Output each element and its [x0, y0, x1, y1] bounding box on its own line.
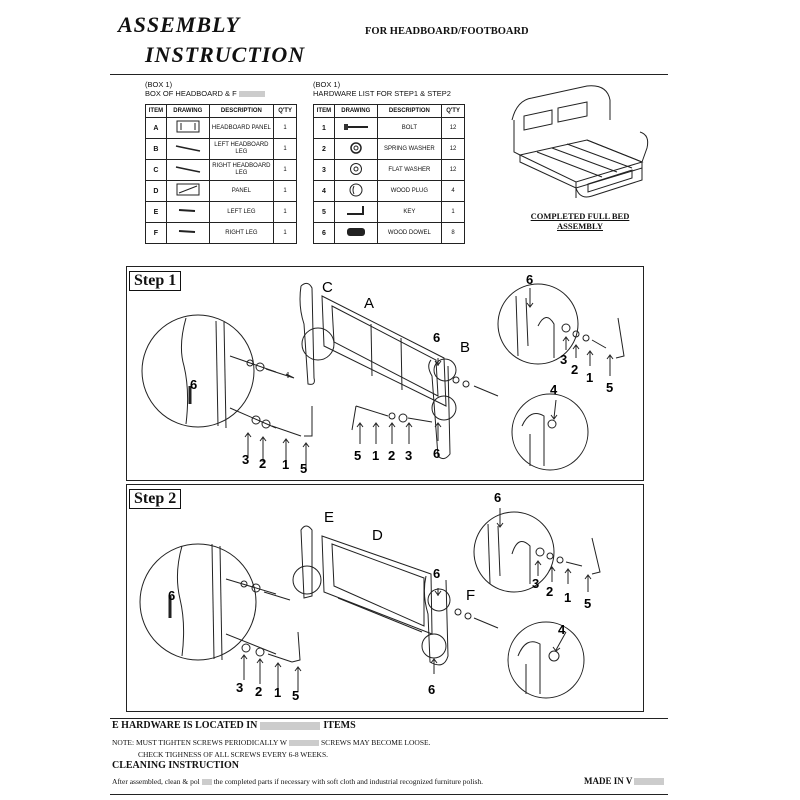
step2-callout-1-right: 1: [564, 590, 572, 605]
description-cell: WOOD PLUG: [377, 181, 442, 202]
step1-callout-5-right: 5: [606, 380, 614, 395]
step1-callout-2-center: 2: [388, 448, 396, 463]
headboard-panel-icon: [166, 118, 209, 139]
step2-callout-5-right: 5: [584, 596, 592, 611]
step2-callout-6-right: 6: [494, 490, 502, 505]
qty-cell: 1: [274, 139, 297, 160]
col-item: ITEM: [314, 105, 335, 118]
item-cell: 2: [314, 139, 335, 160]
table-row: [146, 160, 297, 181]
bottom-divider: [110, 794, 668, 795]
qty-cell: 12: [442, 118, 465, 139]
description-cell: HEADBOARD PANEL: [209, 118, 274, 139]
step2-callout-1-left: 1: [274, 685, 282, 700]
step2-callout-5-left: 5: [292, 688, 300, 703]
step2-letter-d: D: [372, 527, 383, 544]
spring-washer-icon: [334, 139, 377, 160]
footer-check-line: CHECK TIGHNESS OF ALL SCREWS EVERY 6-8 WEEKS.: [138, 750, 329, 759]
step1-callout-6-left: 6: [190, 377, 198, 392]
qty-cell: 1: [442, 202, 465, 223]
description-cell: PANEL: [209, 181, 274, 202]
step1-callout-6-top: 6: [433, 330, 441, 345]
step1-callout-4: 4: [550, 382, 558, 397]
step1-detail-left-circle: [142, 315, 254, 427]
step1-callout-2-right: 2: [571, 362, 579, 377]
item-cell: E: [146, 202, 167, 223]
step2-callout-3-right: 3: [532, 576, 540, 591]
qty-cell: 1: [274, 181, 297, 202]
step1-callout-2-left: 2: [259, 456, 267, 471]
box-right-label-2: HARDWARE LIST FOR STEP1 & STEP2: [313, 89, 451, 98]
short-leg-icon: [166, 223, 209, 244]
step2-callout-6-left: 6: [168, 588, 176, 603]
table-row: [314, 139, 465, 160]
step2-callout-6-top: 6: [433, 566, 441, 581]
item-cell: 5: [314, 202, 335, 223]
hardware-table: [313, 104, 465, 244]
step1-callout-5-center: 5: [354, 448, 362, 463]
description-cell: KEY: [377, 202, 442, 223]
box-right-label-1: (BOX 1): [313, 80, 341, 89]
wood-dowel-icon: [334, 223, 377, 244]
step2-label: Step 2: [129, 489, 181, 509]
step1-callout-5-left: 5: [300, 461, 308, 476]
step2-diagram: [126, 484, 642, 710]
step1-callout-3-right: 3: [560, 352, 568, 367]
description-cell: BOLT: [377, 118, 442, 139]
qty-cell: 1: [274, 202, 297, 223]
col-description: DESCRIPTION: [209, 105, 274, 118]
item-cell: 6: [314, 223, 335, 244]
short-leg-icon: [166, 202, 209, 223]
completed-caption: [522, 211, 638, 231]
box-left-label-1: (BOX 1): [145, 80, 173, 89]
step1-callout-3-center: 3: [405, 448, 413, 463]
step1-letter-c: C: [322, 279, 333, 296]
title-line-2: INSTRUCTION: [145, 42, 306, 67]
completed-caption-line-1: COMPLETED FULL BED: [530, 211, 630, 221]
description-cell: SPRING WASHER: [377, 139, 442, 160]
parts-table: [145, 104, 297, 244]
title-line-1: ASSEMBLY: [118, 12, 241, 37]
description-cell: RIGHT HEADBOARD LEG: [209, 160, 274, 181]
step2-callout-3-left: 3: [236, 680, 244, 695]
footer-divider: [110, 718, 668, 719]
description-cell: FLAT WASHER: [377, 160, 442, 181]
col-drawing: DRAWING: [166, 105, 209, 118]
completed-caption-line-2: ASSEMBLY: [557, 221, 603, 231]
step1-callout-6-right: 6: [526, 272, 534, 287]
table-row: [146, 181, 297, 202]
box-right-header: [313, 80, 451, 98]
table-row: [314, 181, 465, 202]
table-row: [146, 202, 297, 223]
step1-diagram: [126, 266, 642, 479]
table-row: [314, 160, 465, 181]
item-cell: F: [146, 223, 167, 244]
top-divider: [110, 74, 668, 75]
table-row: [314, 118, 465, 139]
flat-washer-icon: [334, 160, 377, 181]
description-cell: LEFT HEADBOARD LEG: [209, 139, 274, 160]
step1-callout-3-left: 3: [242, 452, 250, 467]
wood-plug-icon: [334, 181, 377, 202]
qty-cell: 4: [442, 181, 465, 202]
leg-icon: [166, 160, 209, 181]
step2-callout-6-bottom: 6: [428, 682, 436, 697]
panel-icon: [166, 181, 209, 202]
qty-cell: 1: [274, 118, 297, 139]
item-cell: D: [146, 181, 167, 202]
item-cell: 3: [314, 160, 335, 181]
step2-callout-2-right: 2: [546, 584, 554, 599]
table-row: [146, 118, 297, 139]
footer-made-in: MADE IN V: [584, 776, 664, 786]
col-description: DESCRIPTION: [377, 105, 442, 118]
step1-callout-1-left: 1: [282, 457, 290, 472]
step2-callout-2-left: 2: [255, 684, 263, 699]
step2-letter-f: F: [466, 587, 476, 604]
box-left-label-2: BOX OF HEADBOARD & F: [145, 89, 265, 98]
item-cell: 4: [314, 181, 335, 202]
completed-bed-drawing: [492, 80, 652, 205]
table-row: [314, 223, 465, 244]
item-cell: 1: [314, 118, 335, 139]
step1-letter-b: B: [460, 339, 471, 356]
table-row: [146, 139, 297, 160]
leg-icon: [166, 139, 209, 160]
qty-cell: 12: [442, 139, 465, 160]
col-qty: Q'TY: [274, 105, 297, 118]
step1-label: Step 1: [129, 271, 181, 291]
qty-cell: 1: [274, 223, 297, 244]
step2-letter-e: E: [324, 509, 335, 526]
step1-callout-1-center: 1: [372, 448, 380, 463]
item-cell: A: [146, 118, 167, 139]
item-cell: B: [146, 139, 167, 160]
box-left-header: [145, 80, 265, 98]
description-cell: WOOD DOWEL: [377, 223, 442, 244]
step1-callout-6-bottom: 6: [433, 446, 441, 461]
table-row: [146, 223, 297, 244]
step1-letter-a: A: [364, 295, 375, 312]
col-qty: Q'TY: [442, 105, 465, 118]
step1-callout-1-right: 1: [586, 370, 594, 385]
document-subtitle: FOR HEADBOARD/FOOTBOARD: [365, 26, 529, 37]
qty-cell: 12: [442, 160, 465, 181]
col-item: ITEM: [146, 105, 167, 118]
col-drawing: DRAWING: [334, 105, 377, 118]
allen-key-icon: [334, 202, 377, 223]
description-cell: LEFT LEG: [209, 202, 274, 223]
table-row: [314, 202, 465, 223]
qty-cell: 1: [274, 160, 297, 181]
footer-cleaning-text: After assembled, clean & pol the completed parts if necessary with soft cloth and industrial recognized furniture polish.: [112, 777, 483, 786]
footer-note-line: NOTE: MUST TIGHTEN SCREWS PERIODICALLY W SCREWS MAY BECOME LOOSE.: [112, 738, 431, 747]
footer-hardware-line: E HARDWARE IS LOCATED IN ITEMS: [112, 720, 356, 731]
qty-cell: 8: [442, 223, 465, 244]
footer-cleaning-heading: CLEANING INSTRUCTION: [112, 760, 239, 771]
item-cell: C: [146, 160, 167, 181]
description-cell: RIGHT LEG: [209, 223, 274, 244]
bolt-icon: [334, 118, 377, 139]
step2-callout-4: 4: [558, 622, 566, 637]
